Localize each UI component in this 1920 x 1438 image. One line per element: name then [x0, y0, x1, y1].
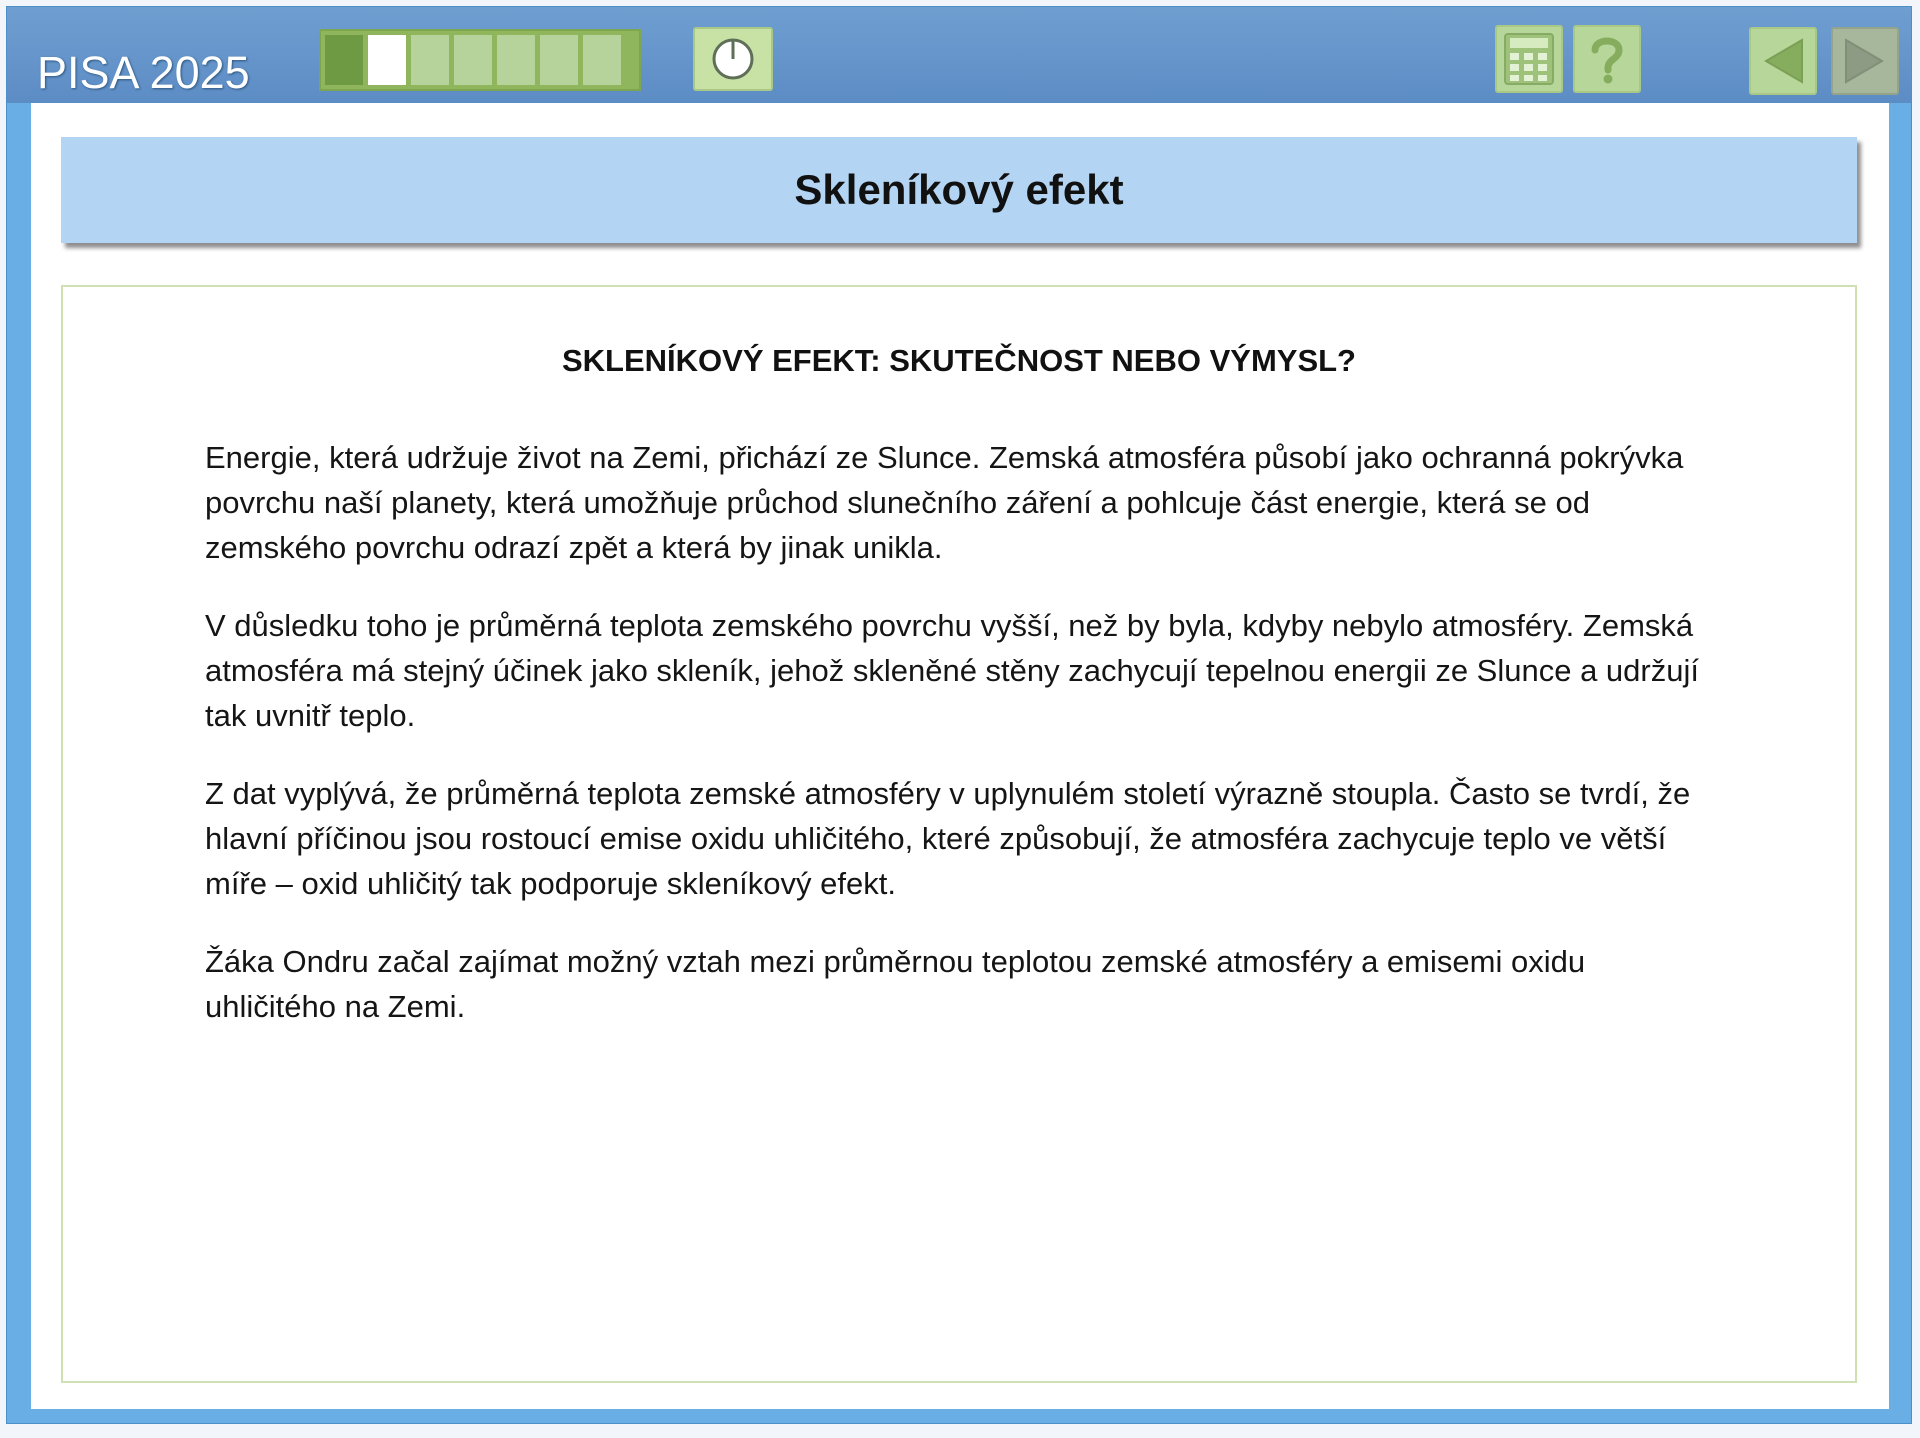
top-toolbar	[7, 7, 1911, 103]
article-paragraph: Energie, která udržuje život na Zemi, přichází ze Slunce. Zemská atmosféra působí jako ochranná pokrývka povrchu naší planety, která umožňuje průchod slunečního záření a pohlcuje část energie, která se od zemského povrchu odrazí zpět a která by jinak unikla.	[205, 440, 1684, 565]
arrow-right-icon	[1842, 36, 1888, 86]
progress-indicator	[319, 29, 641, 91]
article-paragraph: Žáka Ondru začal zajímat možný vztah mezi průměrnou teplotou zemské atmosféry a emisemi oxidu uhličitého na Zemi.	[205, 944, 1586, 1024]
article-paragraph: V důsledku toho je průměrná teplota zemského povrchu vyšší, než by byla, kdyby nebylo atmosféry. Zemská atmosféra má stejný účinek jako skleník, jehož skleněné stěny zachycují tepelnou energii ze Slunce a udržují tak uvnitř teplo.	[205, 608, 1699, 733]
brand-label: PISA 2025	[37, 47, 250, 98]
next-button[interactable]	[1831, 27, 1899, 95]
progress-segment	[540, 35, 578, 85]
page-title: Skleníkový efekt	[794, 166, 1124, 213]
content-area	[31, 103, 1889, 1409]
title-banner	[61, 137, 1857, 243]
timer-button[interactable]	[693, 27, 773, 91]
previous-button[interactable]	[1749, 27, 1817, 95]
timer-icon	[709, 35, 757, 83]
progress-segment	[497, 35, 535, 85]
progress-segment	[583, 35, 621, 85]
arrow-left-icon	[1760, 36, 1806, 86]
calculator-button[interactable]	[1495, 25, 1563, 93]
article-paragraph: Z dat vyplývá, že průměrná teplota zemské atmosféry v uplynulém století výrazně stoupla. Často se tvrdí, že hlavní příčinou jsou rostoucí emise oxidu uhličitého, které způsobují, že atmosféra zachycuje teplo ve větší míře – oxid uhličitý tak podporuje skleníkový efekt.	[205, 776, 1691, 901]
stimulus-panel	[61, 285, 1857, 1383]
progress-segment	[411, 35, 449, 85]
article-heading: SKLENÍKOVÝ EFEKT: SKUTEČNOST NEBO VÝMYSL?	[561, 343, 1356, 378]
progress-segment	[325, 35, 363, 85]
progress-segment-current	[368, 35, 406, 85]
help-icon	[1583, 32, 1631, 86]
progress-segment	[454, 35, 492, 85]
calculator-icon	[1503, 32, 1555, 86]
article-body	[205, 435, 1705, 1062]
app-frame	[6, 6, 1912, 1424]
help-button[interactable]	[1573, 25, 1641, 93]
